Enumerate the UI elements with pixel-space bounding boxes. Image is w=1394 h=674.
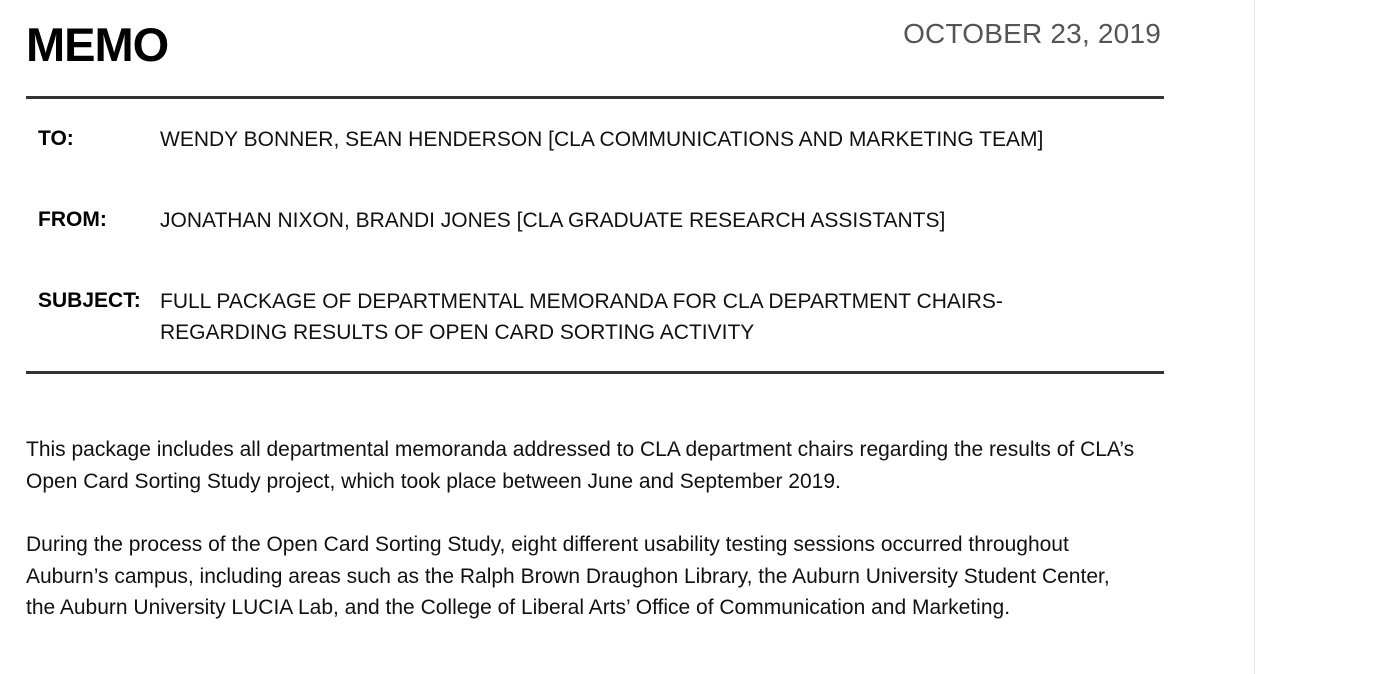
header-divider-top [26, 96, 1164, 99]
header-divider-bottom [26, 371, 1164, 374]
memo-title: MEMO [26, 18, 169, 71]
from-label: FROM: [38, 208, 107, 231]
to-value: WENDY BONNER, SEAN HENDERSON [CLA COMMUNICATIONS AND MARKETING TEAM] [160, 128, 1044, 151]
subject-label: SUBJECT: [38, 289, 141, 312]
body-paragraph-1: This package includes all departmental memoranda addressed to CLA department chairs regarding the results of CLA’s Open Card Sorting Study project, which took place between June and September 2019. [26, 438, 1135, 493]
subject-line-2: REGARDING RESULTS OF OPEN CARD SORTING ACTIVITY [160, 321, 755, 344]
from-value: JONATHAN NIXON, BRANDI JONES [CLA GRADUATE RESEARCH ASSISTANTS] [160, 209, 946, 232]
subject-line-1: FULL PACKAGE OF DEPARTMENTAL MEMORANDA FOR CLA DEPARTMENT CHAIRS- [160, 290, 1003, 313]
page-margin-line [1254, 0, 1255, 674]
memo-date: OCTOBER 23, 2019 [903, 18, 1161, 49]
body-paragraph-2: During the process of the Open Card Sorting Study, eight different usability testing sessions occurred throughout Auburn’s campus, including areas such as the Ralph Brown Draughon Library, the Auburn University Student Center, the Auburn University LUCIA Lab, and the College of Liberal Arts’ Office of Communication and Marketing. [26, 533, 1110, 619]
subject-value [160, 286, 1150, 348]
to-label: TO: [38, 127, 74, 150]
